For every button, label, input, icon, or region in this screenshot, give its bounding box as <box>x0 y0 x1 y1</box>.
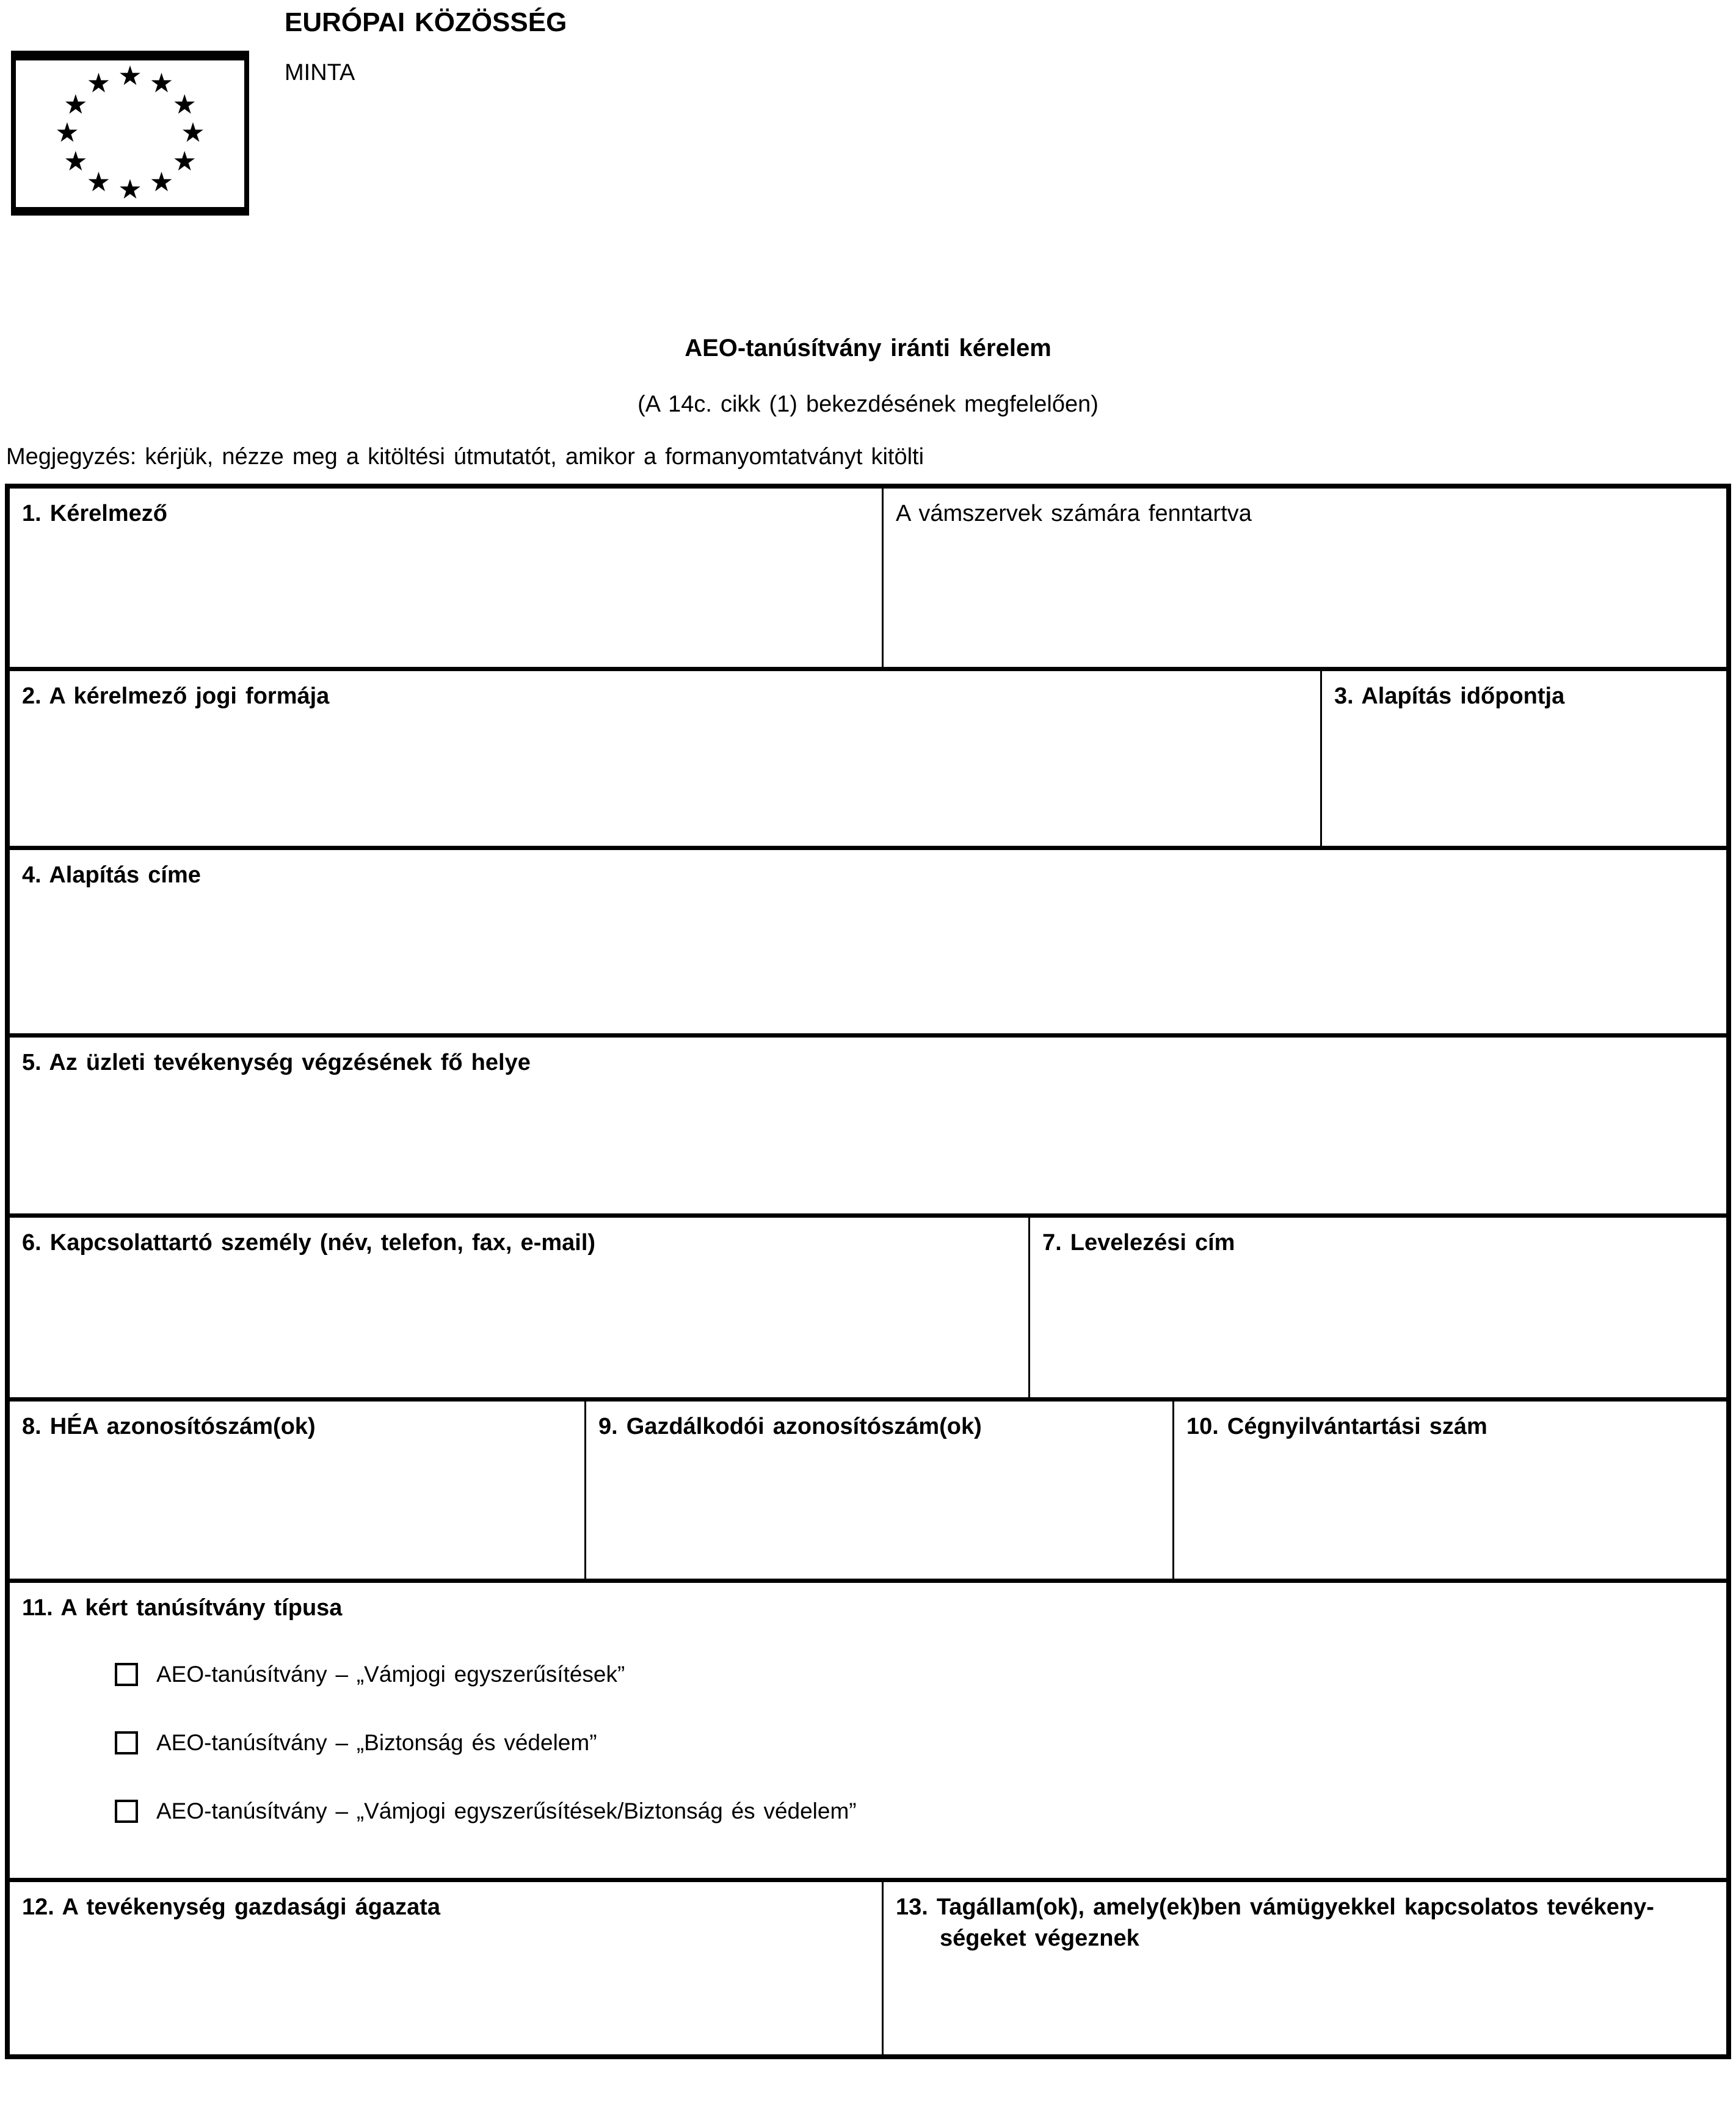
eu-star-icon: ★ <box>172 89 197 120</box>
field-6-cell <box>10 1218 1028 1397</box>
field-12-label: 12. A tevékenység gazdasági ágazata <box>22 1894 441 1920</box>
field-9-label: 9. Gazdálkodói azonosítószám(ok) <box>598 1414 982 1439</box>
eu-star-icon: ★ <box>172 146 197 176</box>
aeo-type-option-2-label: AEO-tanúsítvány – „Biztonság és védelem” <box>156 1730 597 1756</box>
field-13-label <box>896 1892 1714 1955</box>
form-note: Megjegyzés: kérjük, nézze meg a kitöltési útmutatót, amikor a formanyomtatványt kitölti <box>6 444 924 470</box>
field-12-cell <box>10 1882 882 2054</box>
customs-reserved-cell <box>882 489 1726 667</box>
field-13-label-line-1: 13. Tagállam(ok), amely(ek)ben vámügyekkel kapcsolatos tevékeny- <box>896 1894 1654 1920</box>
field-5-label: 5. Az üzleti tevékenység végzésének fő helye <box>22 1050 531 1075</box>
field-7-cell <box>1028 1218 1726 1397</box>
field-6-label: 6. Kapcsolattartó személy (név, telefon, fax, e-mail) <box>22 1230 596 1256</box>
field-4-cell <box>10 850 1726 1033</box>
aeo-type-option-1-label: AEO-tanúsítvány – „Vámjogi egyszerűsítések” <box>156 1662 625 1687</box>
field-11-label: 11. A kért tanúsítvány típusa <box>22 1595 343 1621</box>
field-7-label: 7. Levelezési cím <box>1042 1230 1235 1256</box>
row-economic-sector <box>10 1878 1726 2054</box>
aeo-type-option-3-label: AEO-tanúsítvány – „Vámjogi egyszerűsítések/Biztonság és védelem” <box>156 1798 857 1824</box>
form-subtitle: (A 14c. cikk (1) bekezdésének megfelelően) <box>637 391 1099 417</box>
eu-star-icon: ★ <box>118 61 142 91</box>
aeo-type-option-1 <box>115 1662 1714 1687</box>
eu-star-icon: ★ <box>149 68 174 99</box>
field-11-cell <box>10 1583 1726 1878</box>
field-9-cell <box>584 1402 1172 1579</box>
eu-star-icon: ★ <box>64 89 88 120</box>
eu-star-icon: ★ <box>86 68 111 99</box>
field-13-cell <box>882 1882 1726 2054</box>
field-10-cell <box>1172 1402 1726 1579</box>
field-4-label: 4. Alapítás címe <box>22 862 201 888</box>
aeo-type-option-2 <box>115 1730 1714 1756</box>
row-legal-form <box>10 667 1726 846</box>
eu-star-icon: ★ <box>86 167 111 197</box>
field-3-label: 3. Alapítás időpontja <box>1334 683 1565 709</box>
field-1-cell <box>10 489 882 667</box>
row-applicant <box>10 489 1726 667</box>
row-contact <box>10 1213 1726 1397</box>
eu-flag <box>11 51 249 216</box>
aeo-type-option-2-checkbox[interactable] <box>115 1731 138 1754</box>
row-main-place-of-business <box>10 1033 1726 1213</box>
field-8-cell <box>10 1402 584 1579</box>
aeo-type-option-3-checkbox[interactable] <box>115 1800 138 1823</box>
eu-star-icon: ★ <box>64 146 88 176</box>
eu-star-icon: ★ <box>118 175 142 205</box>
eu-star-icon: ★ <box>55 118 79 148</box>
field-8-label: 8. HÉA azonosítószám(ok) <box>22 1414 316 1439</box>
eu-star-icon: ★ <box>149 167 174 197</box>
row-identification-numbers <box>10 1397 1726 1579</box>
row-establishment-address <box>10 846 1726 1033</box>
field-2-label: 2. A kérelmező jogi formája <box>22 683 330 709</box>
aeo-application-form-table <box>5 484 1731 2059</box>
aeo-type-option-3 <box>115 1798 1714 1824</box>
specimen-label: MINTA <box>285 60 355 85</box>
eu-star-icon: ★ <box>181 118 205 148</box>
customs-reserved-label: A vámszervek számára fenntartva <box>896 501 1252 526</box>
form-title: AEO-tanúsítvány iránti kérelem <box>685 335 1051 362</box>
row-certificate-type <box>10 1579 1726 1878</box>
field-5-cell <box>10 1038 1726 1213</box>
field-1-label: 1. Kérelmező <box>22 501 167 526</box>
community-title: EURÓPAI KÖZÖSSÉG <box>285 7 567 37</box>
field-3-cell <box>1320 671 1726 846</box>
aeo-type-option-1-checkbox[interactable] <box>115 1663 138 1686</box>
field-2-cell <box>10 671 1320 846</box>
field-13-label-line-2: ségeket végeznek <box>940 1925 1139 1952</box>
field-10-label: 10. Cégnyilvántartási szám <box>1186 1414 1487 1439</box>
